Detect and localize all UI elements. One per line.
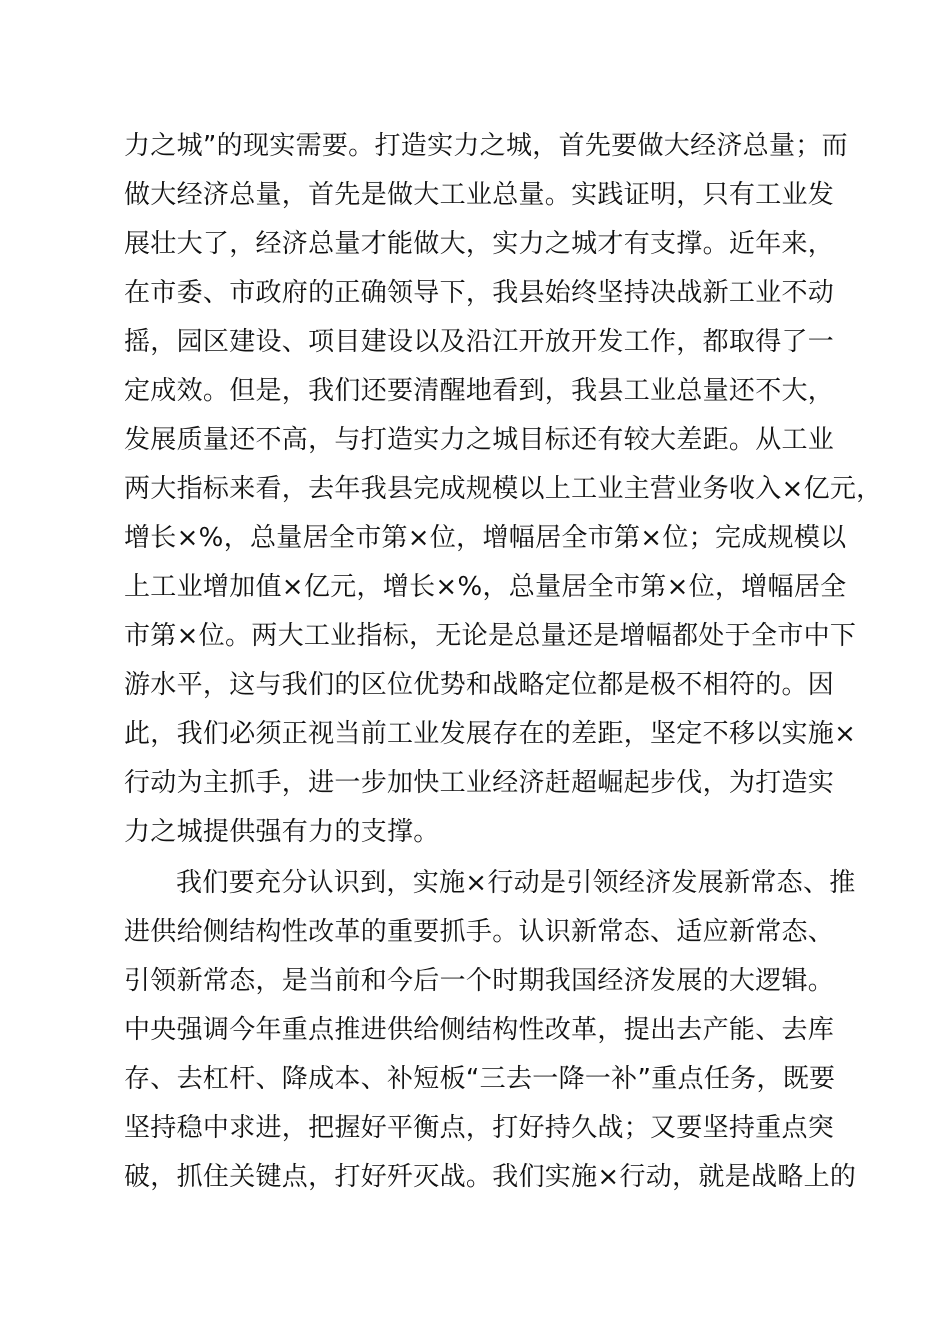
paragraph-1-line-13: 此，我们必须正视当前工业发展存在的差距，坚定不移以实施× — [124, 719, 857, 749]
paragraph-1-line-15: 力之城提供强有力的支撑。 — [124, 817, 440, 847]
paragraph-2-line-1: 我们要充分认识到，实施×行动是引领经济发展新常态、推 — [176, 868, 856, 898]
paragraph-1-line-9: 增长×%，总量居全市第×位，增幅居全市第×位；完成规模以 — [124, 523, 847, 553]
paragraph-2-line-7: 破，抓住关键点，打好歼灭战。我们实施×行动，就是战略上的 — [124, 1162, 857, 1192]
paragraph-2-line-2: 进供给侧结构性改革的重要抓手。认识新常态、适应新常态、 — [124, 917, 835, 947]
paragraph-1-line-1: 力之城”的现实需要。打造实力之城，首先要做大经济总量；而 — [124, 131, 848, 161]
paragraph-1-line-2: 做大经济总量，首先是做大工业总量。实践证明，只有工业发 — [124, 180, 835, 210]
paragraph-2-line-4: 中央强调今年重点推进供给侧结构性改革，提出去产能、去库 — [124, 1015, 835, 1045]
paragraph-2-line-3: 引领新常态，是当前和今后一个时期我国经济发展的大逻辑。 — [124, 966, 835, 996]
paragraph-1-line-4: 在市委、市政府的正确领导下，我县始终坚持决战新工业不动 — [124, 278, 835, 308]
paragraph-1-line-7: 发展质量还不高，与打造实力之城目标还有较大差距。从工业 — [124, 425, 835, 455]
paragraph-1-line-8: 两大指标来看，去年我县完成规模以上工业主营业务收入×亿元， — [124, 474, 883, 504]
paragraph-1-line-10: 上工业增加值×亿元，增长×%，总量居全市第×位，增幅居全 — [124, 572, 847, 602]
paragraph-1-line-14: 行动为主抓手，进一步加快工业经济赶超崛起步伐，为打造实 — [124, 768, 835, 798]
paragraph-1-line-3: 展壮大了，经济总量才能做大，实力之城才有支撑。近年来， — [124, 229, 835, 259]
paragraph-1-line-11: 市第×位。两大工业指标，无论是总量还是增幅都处于全市中下 — [124, 621, 857, 651]
paragraph-1-line-6: 定成效。但是，我们还要清醒地看到，我县工业总量还不大， — [124, 376, 835, 406]
paragraph-2-line-6: 坚持稳中求进，把握好平衡点，打好持久战；又要坚持重点突 — [124, 1113, 835, 1143]
paragraph-2-line-5: 存、去杠杆、降成本、补短板“三去一降一补”重点任务，既要 — [124, 1064, 836, 1094]
paragraph-1-line-5: 摇，园区建设、项目建设以及沿江开放开发工作，都取得了一 — [124, 327, 835, 357]
paragraph-1-line-12: 游水平，这与我们的区位优势和战略定位都是极不相符的。因 — [124, 670, 835, 700]
